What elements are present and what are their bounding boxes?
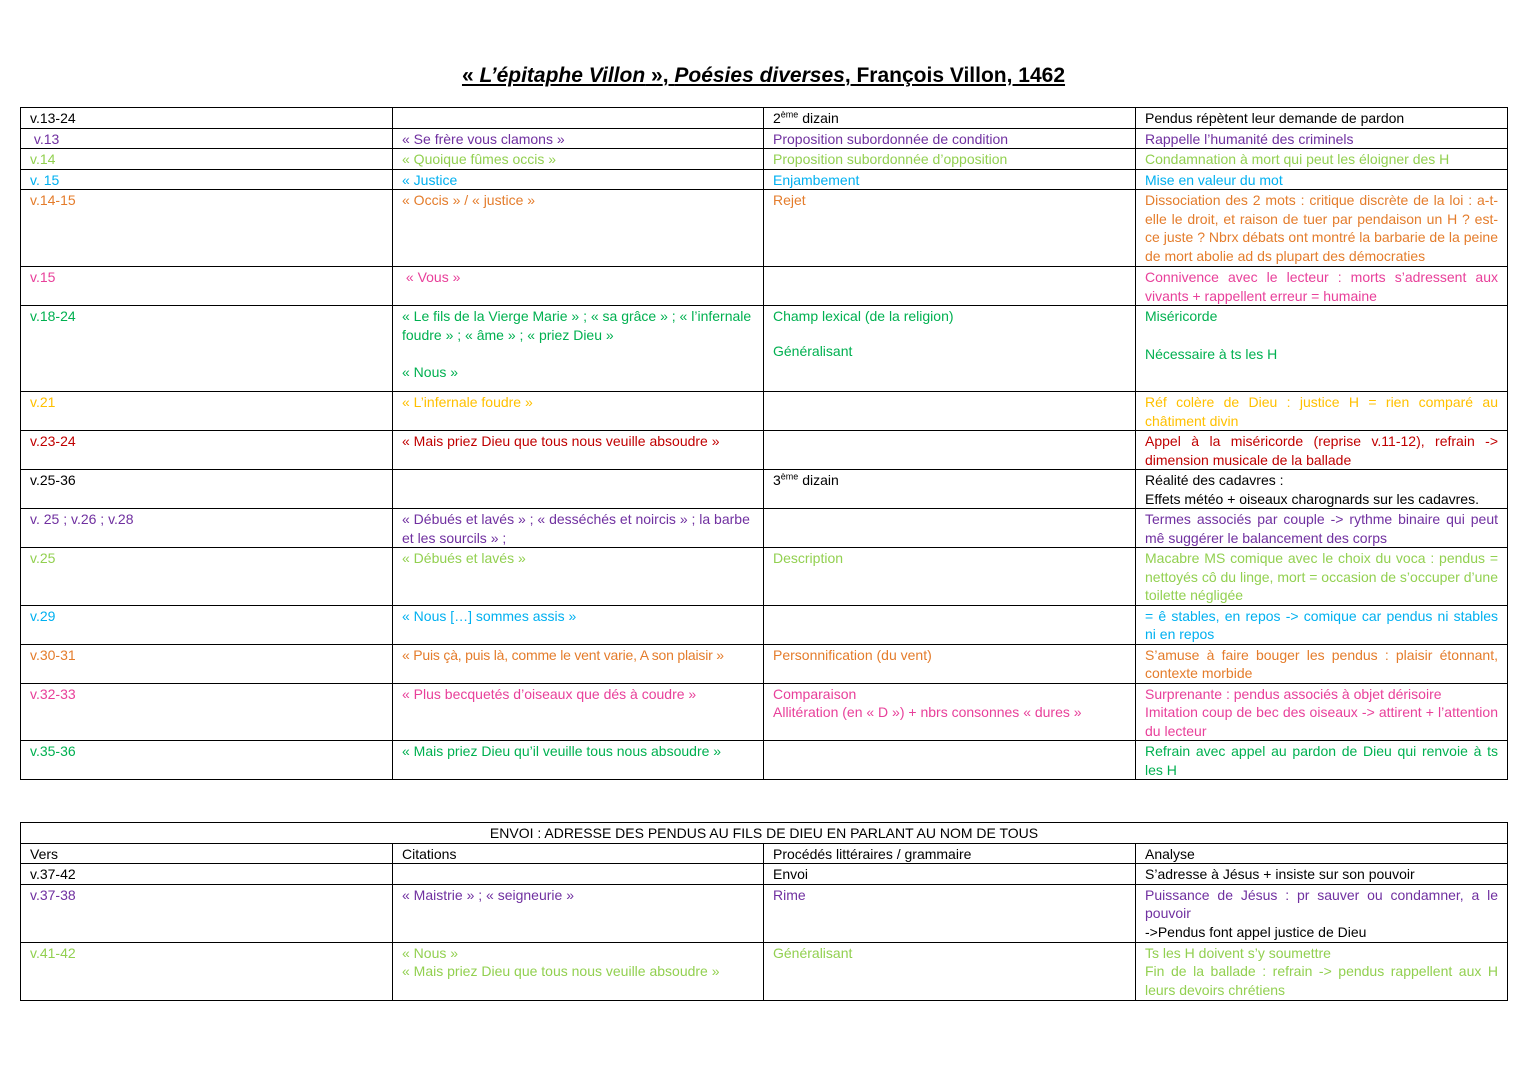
procede-cell [764,267,1136,306]
vers-cell: v.21 [21,392,393,431]
vers-cell: v.30-31 [21,644,393,683]
table-row [21,605,1508,644]
header-citations: Citations [393,843,764,864]
vers-cell: v.15 [21,267,393,306]
procede-cell: Généralisant [764,942,1136,1000]
vers-cell: v.35-36 [21,741,393,780]
vers-cell: v.37-38 [21,884,393,942]
table-row [21,149,1508,170]
procede-cell: Proposition subordonnée d’opposition [764,149,1136,170]
analyse-cell: Connivence avec le lecteur : morts s’adressent aux vivants + rappellent erreur = humaine [1136,267,1508,306]
vers-cell: v. 25 ; v.26 ; v.28 [21,509,393,548]
table-row [21,509,1508,548]
procede-cell: Rime [764,884,1136,942]
analyse-cell: Ts les H doivent s’y soumettre Fin de la ballade : refrain -> pendus rappellent aux H leurs devoirs chrétiens [1136,942,1508,1000]
vers-cell: v.32-33 [21,683,393,741]
analyse-cell: = ê stables, en repos -> comique car pendus ni stables ni en repos [1136,605,1508,644]
vers-cell: v.37-42 [21,864,393,885]
table-row [21,392,1508,431]
vers-cell: v. 15 [21,169,393,190]
header-analyse: Analyse [1136,843,1508,864]
analyse-cell: Miséricorde Nécessaire à ts les H [1136,306,1508,392]
analyse-cell: Mise en valeur du mot [1136,169,1508,190]
table-row [21,741,1508,780]
vers-cell: v.41-42 [21,942,393,1000]
citation-cell: « Débués et lavés » [393,548,764,606]
procede-cell [764,392,1136,431]
citation-cell: « Nous […] sommes assis » [393,605,764,644]
citation-cell: « Mais priez Dieu que tous nous veuille absoudre » [393,431,764,470]
procede-cell [764,431,1136,470]
vers-cell: v.29 [21,605,393,644]
citation-cell: « Occis » / « justice » [393,190,764,267]
table-row [21,190,1508,267]
citation-cell: « Débués et lavés » ; « desséchés et noircis » ; la barbe et les sourcils » ; [393,509,764,548]
procede-cell: Rejet [764,190,1136,267]
procede-cell: Envoi [764,864,1136,885]
procede-cell: Personnification (du vent) [764,644,1136,683]
envoi-heading: ENVOI : ADRESSE DES PENDUS AU FILS DE DIEU EN PARLANT AU NOM DE TOUS [21,823,1508,844]
citation-cell: « L’infernale foudre » [393,392,764,431]
procede-cell: Champ lexical (de la religion) Généralisant [764,306,1136,392]
table-row [21,470,1508,509]
vers-cell: v.13 [21,128,393,149]
title-work: L’épitaphe Villon [479,64,646,87]
table-row [21,108,1508,129]
table-header-row [21,843,1508,864]
analyse-cell: Condamnation à mort qui peut les éloigner des H [1136,149,1508,170]
table-row [21,128,1508,149]
analyse-cell: Surprenante : pendus associés à objet dérisoire Imitation coup de bec des oiseaux -> attirent + l’attention du lecteur [1136,683,1508,741]
analysis-table-dizains [20,107,1508,780]
document-title: « L’épitaphe Villon », Poésies diverses, François Villon, 1462 [461,64,1066,87]
table-row [21,306,1508,392]
analyse-cell: Réf colère de Dieu : justice H = rien comparé au châtiment divin [1136,392,1508,431]
analysis-table-envoi [20,822,1508,1001]
analyse-cell: Rappelle l’humanité des criminels [1136,128,1508,149]
vers-cell: v.18-24 [21,306,393,392]
procede-cell: Comparaison Allitération (en « D ») + nbrs consonnes « dures » [764,683,1136,741]
analyse-cell: Macabre MS comique avec le choix du voca : pendus = nettoyés cô du linge, mort = occasion de s’occuper d’une toilette négligée [1136,548,1508,606]
citation-cell: « Mais priez Dieu qu’il veuille tous nous absoudre » [393,741,764,780]
citation-cell: « Puis çà, puis là, comme le vent varie, A son plaisir » [393,644,764,683]
procede-cell: Proposition subordonnée de condition [764,128,1136,149]
citation-cell: « Le fils de la Vierge Marie » ; « sa grâce » ; « l’infernale foudre » ; « âme » ; « priez Dieu » « Nous » [393,306,764,392]
table-row [21,942,1508,1000]
procede-cell: Enjambement [764,169,1136,190]
table-row [21,169,1508,190]
table-row [21,864,1508,885]
procede-cell: 2ème dizain [764,108,1136,129]
procede-cell: 3ème dizain [764,470,1136,509]
vers-cell: v.23-24 [21,431,393,470]
analyse-cell: Termes associés par couple -> rythme binaire qui peut mê suggérer le balancement des corps [1136,509,1508,548]
table-heading-row [21,823,1508,844]
table-row [21,683,1508,741]
table-row [21,431,1508,470]
procede-cell: Description [764,548,1136,606]
vers-cell: v.25-36 [21,470,393,509]
table-row [21,548,1508,606]
title-author-date: François Villon, 1462 [856,64,1066,87]
procede-cell [764,605,1136,644]
citation-cell: « Se frère vous clamons » [393,128,764,149]
analyse-cell: Puissance de Jésus : pr sauver ou condamner, a le pouvoir ->Pendus font appel justice de Dieu [1136,884,1508,942]
title-collection: Poésies diverses [674,64,845,87]
analyse-cell: Dissociation des 2 mots : critique discrète de la loi : a-t-elle le droit, et raison de tuer par pendaison un H ? est-ce juste ? Nbrx débats ont montré la barbarie de la peine de mort abolie ad ds plupart des démocraties [1136,190,1508,267]
table-row [21,884,1508,942]
procede-cell [764,741,1136,780]
table-row [21,644,1508,683]
citation-cell [393,108,764,129]
citation-cell: « Maistrie » ; « seigneurie » [393,884,764,942]
vers-cell: v.25 [21,548,393,606]
citation-cell: « Justice [393,169,764,190]
table-row [21,267,1508,306]
citation-cell: « Plus becquetés d’oiseaux que dés à coudre » [393,683,764,741]
analyse-cell: S’amuse à faire bouger les pendus : plaisir étonnant, contexte morbide [1136,644,1508,683]
vers-cell: v.13-24 [21,108,393,129]
vers-cell: v.14-15 [21,190,393,267]
citation-cell [393,864,764,885]
citation-cell: « Vous » [393,267,764,306]
header-vers: Vers [21,843,393,864]
procede-cell [764,509,1136,548]
analyse-cell: Pendus répètent leur demande de pardon [1136,108,1508,129]
analyse-cell: Refrain avec appel au pardon de Dieu qui renvoie à ts les H [1136,741,1508,780]
citation-cell: « Quoique fûmes occis » [393,149,764,170]
citation-cell: « Nous » « Mais priez Dieu que tous nous veuille absoudre » [393,942,764,1000]
citation-cell [393,470,764,509]
analyse-cell: Réalité des cadavres : Effets météo + oiseaux charognards sur les cadavres. [1136,470,1508,509]
header-procedes: Procédés littéraires / grammaire [764,843,1136,864]
analyse-cell: Appel à la miséricorde (reprise v.11-12), refrain -> dimension musicale de la ballade [1136,431,1508,470]
vers-cell: v.14 [21,149,393,170]
analyse-cell: S’adresse à Jésus + insiste sur son pouvoir [1136,864,1508,885]
